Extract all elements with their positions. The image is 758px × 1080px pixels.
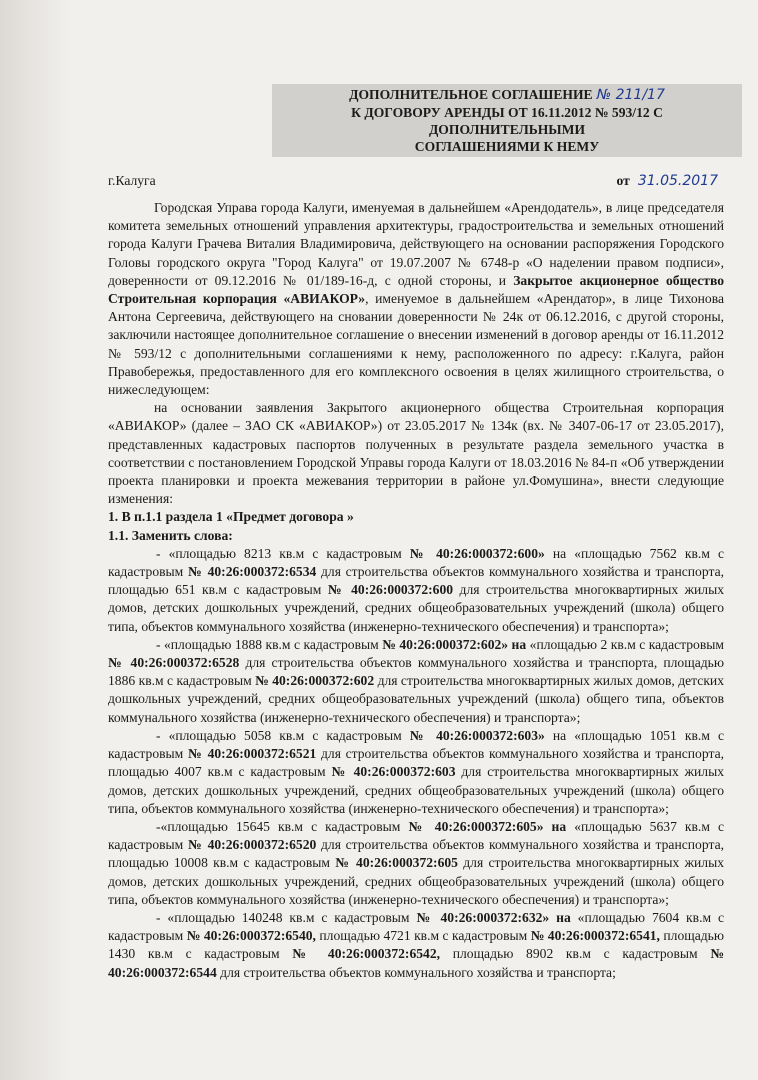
scan-shadow	[0, 0, 70, 1080]
header-line-3: СОГЛАШЕНИЯМИ К НЕМУ	[414, 139, 600, 154]
header-line-2: К ДОГОВОРУ АРЕНДЫ ОТ 16.11.2012 № 593/12 С ДОПОЛНИТЕЛЬНЫМИ	[351, 105, 663, 137]
intro-paragraph: Городская Управа города Калуги, именуемая в дальнейшем «Арендодатель», в лице председателя комитета земельных отношений управления архитектуры, градостроительства и земельных отношений города Калуги Грачева Виталия Владимировича, действующего на основании распоряжения Городского Головы городского округа "Город Калуга" от 19.07.2007 № 6748-р «О наделении правом подписи», доверенности от 09.12.2016 № 01/189-16-д, с одной стороны, и Закрытое акционерное общество Строительная корпорация «АВИАКОР», именуемое в дальнейшем «Арендатор», в лице Тихонова Антона Сергеевича, действующего на сновании доверенности № 24к от 06.12.2016, с другой стороны, заключили настоящее дополнительное соглашение о внесении изменений в договор аренды от 16.11.2012 № 593/12 с дополнительными соглашениями к нему, расположенного по адресу: г.Калуга, район Правобережья, предоставленного для его комплексного освоения в целях жилищного строительства, о нижеследующем:	[108, 200, 725, 398]
replacement-item-last: - «площадью 140248 кв.м с кадастровым № 40:26:000372:632» на «площадью 7604 кв.м с кадастровым № 40:26:000372:6540, площадью 4721 кв.м с кадастровым № 40:26:000372:6541, площадью 1430 кв.м с кадастровым № 40:26:000372:6542, площадью 8902 кв.м с кадастровым № 40:26:000372:6544 для строительства объектов коммунального хозяйства и транспорта;	[108, 909, 725, 980]
section-1-1-heading: 1.1. Заменить слова:	[108, 527, 233, 543]
agreement-body	[108, 199, 724, 982]
place-date-row	[108, 173, 724, 199]
handwritten-date: 31.05.2017	[637, 173, 718, 189]
handwritten-number: № 211/17	[596, 87, 665, 103]
basis-paragraph: на основании заявления Закрытого акционерного общества Строительная корпорация «АВИАКОР» (далее – ЗАО СК «АВИАКОР») от 23.05.2017 № 134к (вх. № 3407-06-17 от 23.05.2017), представленных кадастровых паспортов полученных в результате раздела земельного участка в соответствии с постановлением Городской Управы города Калуги от 18.03.2016 № 84-п «Об утверждении проекта планировки и проекта межевания территории в районе ул.Фомушина», внести следующие изменения:	[108, 400, 724, 507]
header-line-1: ДОПОЛНИТЕЛЬНОЕ СОГЛАШЕНИЕ № 211/17	[349, 87, 665, 103]
document-header	[272, 84, 742, 157]
replacement-item: - «площадью 8213 кв.м с кадастровым № 40:26:000372:600» на «площадью 7562 кв.м с кадастровым № 40:26:000372:6534 для строительства объектов коммунального хозяйства и транспорта, площадью 651 кв.м с кадастровым № 40:26:000372:600 для строительства многоквартирных жилых домов, детских дошкольных учреждений, средних общеобразовательных учреждений (школа) общего типа, объектов коммунального хозяйства (инженерно-технического обеспечения) и транспорта»;	[108, 545, 725, 634]
date: от 31.05.2017	[616, 173, 718, 189]
section-1-heading: 1. В п.1.1 раздела 1 «Предмет договора »	[108, 509, 354, 525]
replacement-item: - «площадью 1888 кв.м с кадастровым № 40:26:000372:602» на «площадью 2 кв.м с кадастровым № 40:26:000372:6528 для строительства объектов коммунального хозяйства и транспорта, площадью 1886 кв.м с кадастровым № 40:26:000372:602 для строительства многоквартирных жилых домов, детских дошкольных учреждений, средних общеобразовательных учреждений (школа) общего типа, объектов коммунального хозяйства (инженерно-технического обеспечения) и транспорта»;	[108, 636, 725, 725]
place: г.Калуга	[108, 173, 156, 188]
replacement-item: - «площадью 5058 кв.м с кадастровым № 40:26:000372:603» на «площадью 1051 кв.м с кадастровым № 40:26:000372:6521 для строительства объектов коммунального хозяйства и транспорта, площадью 4007 кв.м с кадастровым № 40:26:000372:603 для строительства многоквартирных жилых домов, детских дошкольных учреждений, средних общеобразовательных учреждений (школа) общего типа, объектов коммунального хозяйства (инженерно-технического обеспечения) и транспорта»;	[108, 727, 725, 816]
replacement-item: -«площадью 15645 кв.м с кадастровым № 40:26:000372:605» на «площадью 5637 кв.м с кадастровым № 40:26:000372:6520 для строительства объектов коммунального хозяйства и транспорта, площадью 10008 кв.м с кадастровым № 40:26:000372:605 для строительства многоквартирных жилых домов, детских дошкольных учреждений, средних общеобразовательных учреждений (школа) общего типа, объектов коммунального хозяйства (инженерно-технического обеспечения) и транспорта»;	[108, 818, 725, 907]
